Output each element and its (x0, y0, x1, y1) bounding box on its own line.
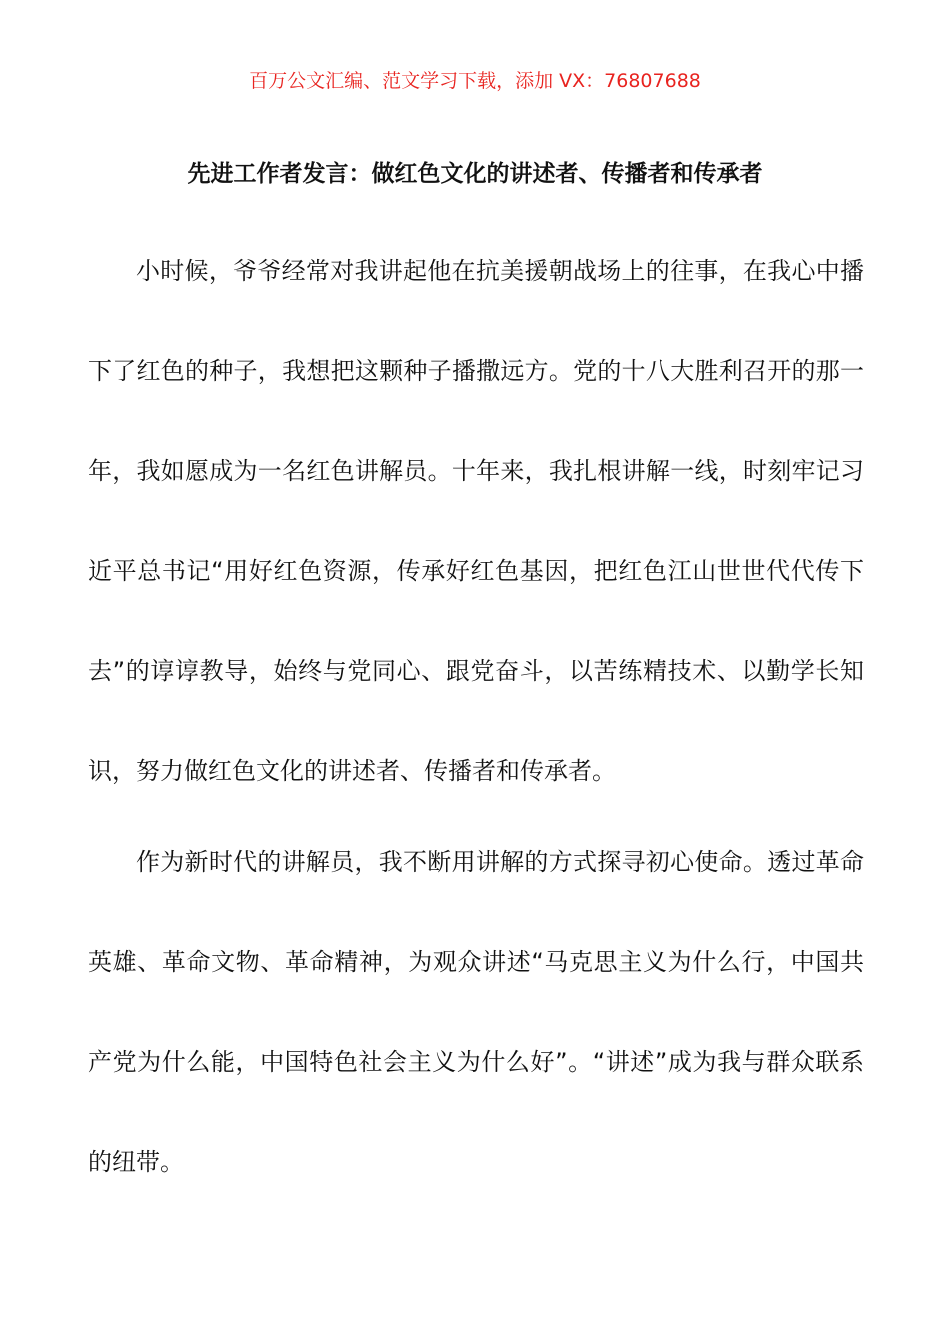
header-note: 百万公文汇编、范文学习下载，添加 VX：76807688 (249, 70, 701, 92)
paragraph: 作为新时代的讲解员，我不断用讲解的方式探寻初心使命。透过革命英雄、革命文物、革命精神，为观众讲述“马克思主义为什么行，中国共产党为什么能，中国特色社会主义为什么好”。“讲述”成为我与群众联系的纽带。 (88, 848, 864, 1176)
document-title: 先进工作者发言：做红色文化的讲述者、传播者和传承者 (187, 161, 763, 187)
paragraph: 小时候，爷爷经常对我讲起他在抗美援朝战场上的往事，在我心中播下了红色的种子，我想把这颗种子播撒远方。党的十八大胜利召开的那一年，我如愿成为一名红色讲解员。十年来，我扎根讲解一线，时刻牢记习近平总书记“用好红色资源，传承好红色基因，把红色江山世世代代传下去”的谆谆教导，始终与党同心、跟党奋斗，以苦练精技术、以勤学长知识，努力做红色文化的讲述者、传播者和传承者。 (88, 257, 864, 785)
